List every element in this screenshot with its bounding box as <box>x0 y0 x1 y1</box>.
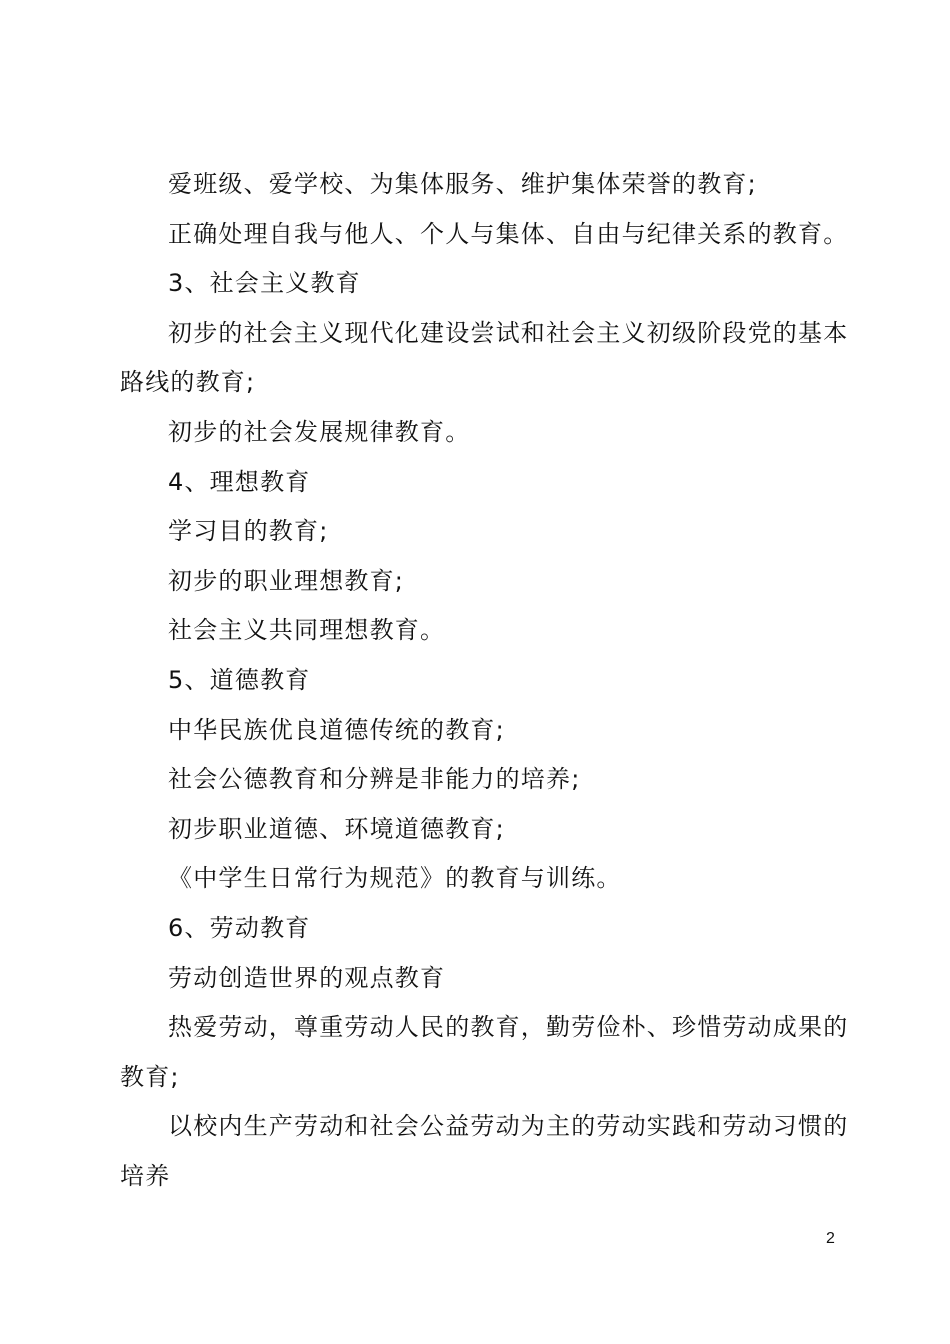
paragraph-labor-practice: 以校内生产劳动和社会公益劳动为主的劳动实践和劳动习惯的培养 <box>120 1112 849 1190</box>
section-heading-ideals: 4、理想教育 <box>168 467 311 496</box>
paragraph-love-labor: 热爱劳动，尊重劳动人民的教育，勤劳俭朴、珍惜劳动成果的教育; <box>120 1013 849 1091</box>
section-heading-labor: 6、劳动教育 <box>168 913 311 942</box>
paragraph-public-morality: 社会公德教育和分辨是非能力的培养; <box>168 765 581 794</box>
section-heading-morality: 5、道德教育 <box>168 665 311 694</box>
paragraph-labor-creates-world: 劳动创造世界的观点教育 <box>168 963 446 992</box>
paragraph-code-of-conduct: 《中学生日常行为规范》的教育与训练。 <box>168 864 622 893</box>
document-body <box>120 160 850 1201</box>
paragraph-common-ideals: 社会主义共同理想教育。 <box>168 616 446 645</box>
page-number: 2 <box>826 1230 835 1247</box>
paragraph-moral-tradition: 中华民族优良道德传统的教育; <box>168 715 505 744</box>
paragraph-self-and-others: 正确处理自我与他人、个人与集体、自由与纪律关系的教育。 <box>168 219 849 248</box>
paragraph-study-purpose: 学习目的教育; <box>168 517 329 546</box>
paragraph-career-ideals: 初步的职业理想教育; <box>168 566 405 595</box>
paragraph-socialist-modernization: 初步的社会主义现代化建设尝试和社会主义初级阶段党的基本路线的教育; <box>120 318 849 397</box>
paragraph-love-class: 爱班级、爱学校、为集体服务、维护集体荣誉的教育; <box>168 170 757 198</box>
paragraph-professional-ethics: 初步职业道德、环境道德教育; <box>168 814 505 843</box>
section-heading-socialism: 3、社会主义教育 <box>168 269 361 298</box>
paragraph-social-development: 初步的社会发展规律教育。 <box>168 417 471 446</box>
